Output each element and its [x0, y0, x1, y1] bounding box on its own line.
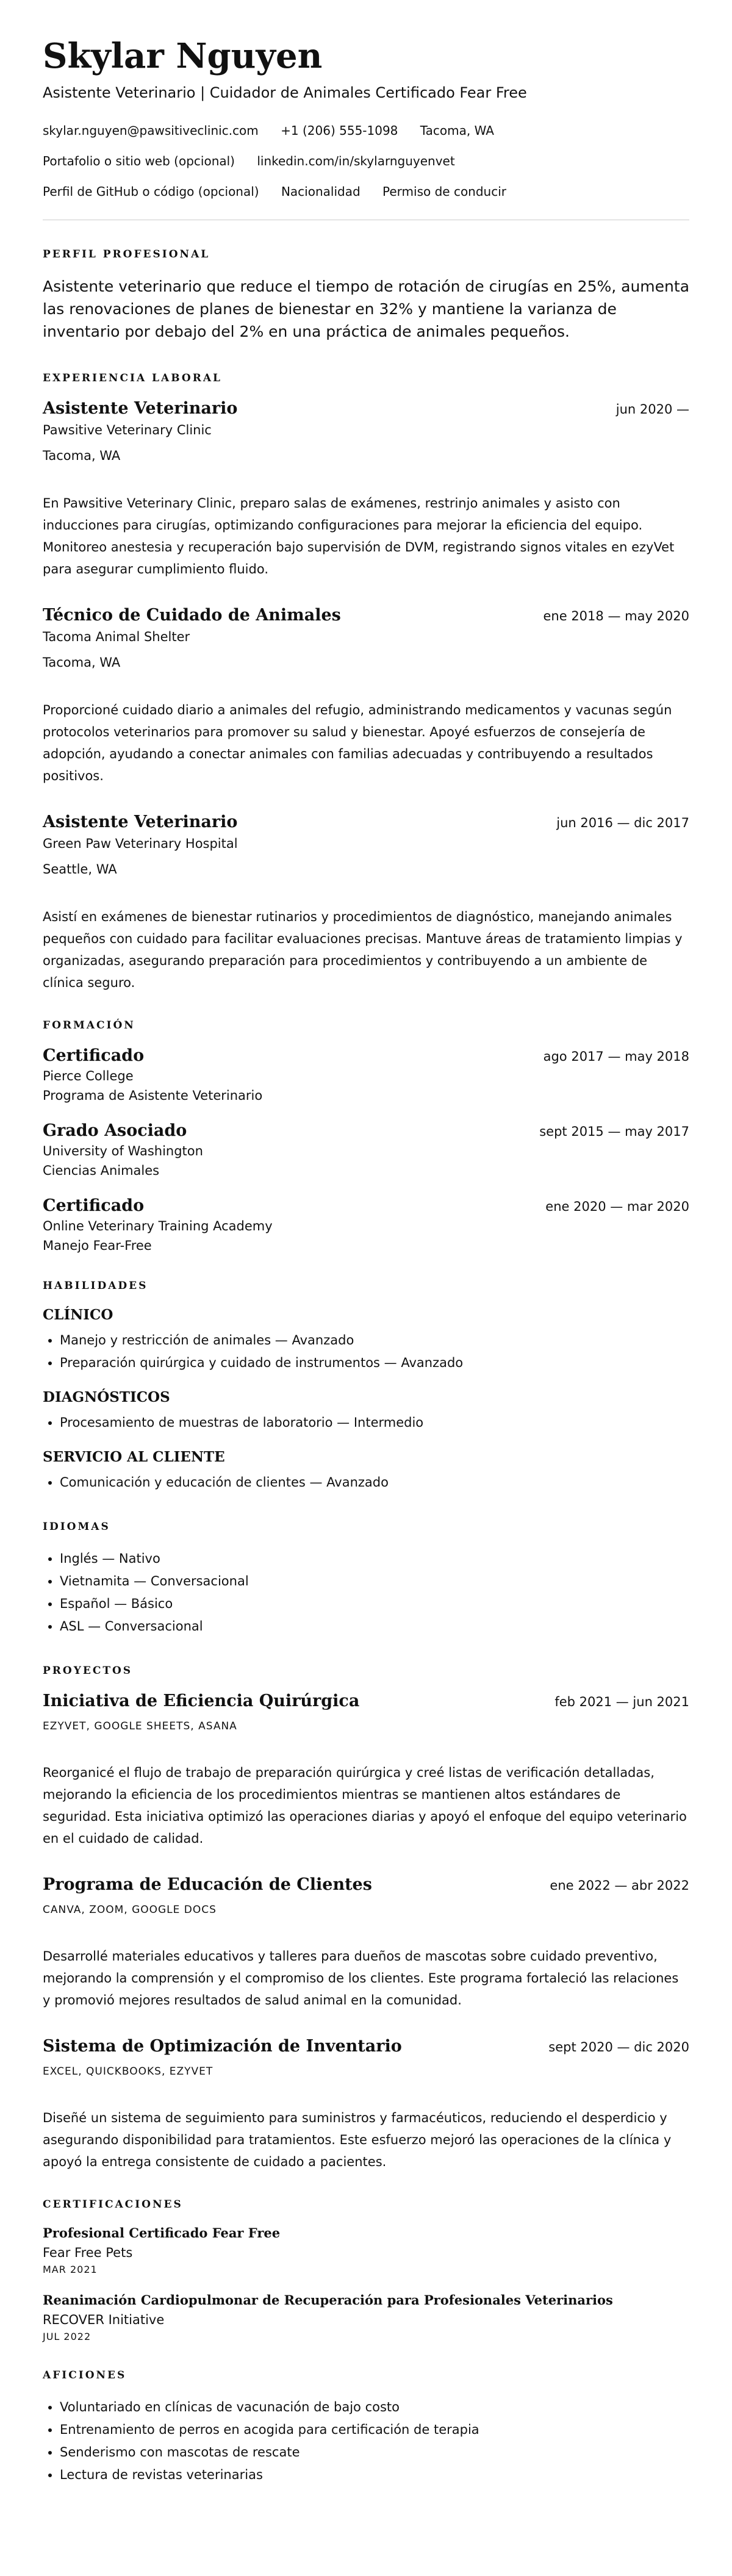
skill-list [43, 1329, 689, 1374]
project-entry [43, 1875, 689, 2011]
certification-date: JUL 2022 [43, 2331, 92, 2342]
project-dates: ene 2022 — abr 2022 [550, 1878, 689, 1893]
hobby-item: • Voluntariado en clínicas de vacunación de bajo costo [60, 2396, 689, 2419]
nationality: Nacionalidad [281, 184, 361, 199]
field-of-study: Programa de Asistente Veterinario [43, 1088, 263, 1103]
skills-heading: HABILIDADES [43, 1280, 148, 1292]
hobbies-heading: AFICIONES [43, 2369, 127, 2381]
project-entry [43, 2037, 689, 2173]
certifications-heading: CERTIFICACIONES [43, 2198, 183, 2211]
job-location: Tacoma, WA [43, 448, 121, 463]
summary-text: Asistente veterinario que reduce el tiempo de rotación de cirugías en 25%, aumenta las renovaciones de planes de bienestar en 32% y mantiene la varianza de inventario por debajo del 2% en una práctica de animales pequeños. [43, 278, 690, 340]
job-location: Seattle, WA [43, 862, 117, 877]
hobby-item: • Lectura de revistas veterinarias [60, 2464, 689, 2486]
email[interactable]: skylar.nguyen@pawsitiveclinic.com [43, 123, 259, 138]
education-dates: ene 2020 — mar 2020 [545, 1199, 689, 1214]
degree: Certificado [43, 1196, 145, 1215]
language-item: • ASL — Conversacional [60, 1615, 689, 1638]
certification-org: RECOVER Initiative [43, 2312, 165, 2327]
job-location: Tacoma, WA [43, 655, 121, 670]
project-title: Sistema de Optimización de Inventario [43, 2037, 402, 2056]
skill-list [43, 1471, 689, 1494]
project-dates: feb 2021 — jun 2021 [554, 1695, 689, 1709]
certification-entry [43, 2292, 689, 2342]
projects-heading: PROYECTOS [43, 1665, 133, 1677]
skill-category: DIAGNÓSTICOS [43, 1389, 170, 1405]
language-item: • Inglés — Nativo [60, 1548, 689, 1570]
certification-title: Profesional Certificado Fear Free [43, 2225, 281, 2241]
skill-item: • Manejo y restricción de animales — Avanzado [60, 1329, 689, 1352]
school: Pierce College [43, 1069, 134, 1083]
language-item: • Vietnamita — Conversacional [60, 1570, 689, 1593]
degree: Grado Asociado [43, 1121, 187, 1140]
hobby-list [43, 2396, 689, 2486]
field-of-study: Manejo Fear-Free [43, 1238, 152, 1253]
job-org: Pawsitive Veterinary Clinic [43, 423, 212, 437]
project-title: Iniciativa de Eficiencia Quirúrgica [43, 1692, 360, 1710]
job-title: Asistente Veterinario [43, 813, 238, 831]
job-description: Proporcioné cuidado diario a animales del refugio, administrando medicamentos y vacunas según protocolos veterinarios para promover su salud y bienestar. Apoyé esfuerzos de consejería de adopción, ayudando a conectar animales con familias adecuadas y contribuyendo a resultados positivos. [43, 703, 672, 783]
driver-license: Permiso de conducir [382, 184, 507, 199]
contact-row-3 [43, 184, 689, 199]
school: University of Washington [43, 1144, 203, 1158]
candidate-name: Skylar Nguyen [43, 36, 323, 76]
skill-item: • Procesamiento de muestras de laboratorio — Intermedio [60, 1412, 689, 1434]
education-entry [43, 1046, 689, 1103]
portfolio-link[interactable]: Portafolio o sitio web (opcional) [43, 154, 235, 168]
education-dates: sept 2015 — may 2017 [539, 1124, 689, 1139]
contact-row-1 [43, 123, 689, 138]
summary-heading: PERFIL PROFESIONAL [43, 248, 210, 260]
language-list [43, 1548, 689, 1638]
hobby-item: • Entrenamiento de perros en acogida para certificación de terapia [60, 2419, 689, 2441]
linkedin-link[interactable]: linkedin.com/in/skylarnguyenvet [257, 154, 455, 168]
candidate-subtitle: Asistente Veterinario | Cuidador de Animales Certificado Fear Free [43, 84, 527, 101]
skill-category: SERVICIO AL CLIENTE [43, 1449, 225, 1465]
hobby-item: • Senderismo con mascotas de rescate [60, 2441, 689, 2464]
certification-entry [43, 2225, 689, 2275]
certification-date: MAR 2021 [43, 2264, 98, 2275]
project-description: Desarrollé materiales educativos y talleres para dueños de mascotas sobre cuidado preventivo, mejorando la comprensión y el compromiso de los clientes. Este programa fortaleció las relaciones y promovió mejores resultados de salud animal en la comunidad. [43, 1949, 679, 2007]
skill-category: CLÍNICO [43, 1307, 113, 1323]
education-entry [43, 1196, 689, 1253]
job-org: Green Paw Veterinary Hospital [43, 836, 238, 851]
project-dates: sept 2020 — dic 2020 [548, 2040, 689, 2054]
contact-row-2 [43, 154, 689, 168]
skill-item: • Comunicación y educación de clientes — Avanzado [60, 1471, 689, 1494]
field-of-study: Ciencias Animales [43, 1163, 160, 1178]
project-entry [43, 1692, 689, 1849]
experience-heading: EXPERIENCIA LABORAL [43, 372, 222, 384]
job-dates: jun 2016 — dic 2017 [556, 816, 689, 830]
skill-item: • Preparación quirúrgica y cuidado de instrumentos — Avanzado [60, 1352, 689, 1374]
job-dates: jun 2020 — [615, 402, 689, 417]
project-tech: CANVA, ZOOM, GOOGLE DOCS [43, 1904, 217, 1916]
project-description: Diseñé un sistema de seguimiento para suministros y farmacéuticos, reduciendo el desperdicio y asegurando disponibilidad para tratamientos. Este esfuerzo mejoró las operaciones de la clínica y apoyó la entrega consistente de cuidado a pacientes. [43, 2111, 672, 2169]
location: Tacoma, WA [420, 123, 494, 138]
job-dates: ene 2018 — may 2020 [543, 609, 689, 623]
languages-heading: IDIOMAS [43, 1521, 110, 1533]
skill-list [43, 1412, 689, 1434]
github-link[interactable]: Perfil de GitHub o código (opcional) [43, 184, 259, 199]
job-entry [43, 813, 689, 994]
job-title: Técnico de Cuidado de Animales [43, 606, 341, 625]
school: Online Veterinary Training Academy [43, 1219, 273, 1233]
certification-title: Reanimación Cardiopulmonar de Recuperación para Profesionales Veterinarios [43, 2292, 613, 2308]
education-entry [43, 1121, 689, 1178]
language-item: • Español — Básico [60, 1593, 689, 1615]
education-dates: ago 2017 — may 2018 [543, 1049, 689, 1064]
job-description: En Pawsitive Veterinary Clinic, preparo salas de exámenes, restrinjo animales y asisto con inducciones para cirugías, optimizando configuraciones para mejorar la eficiencia del equipo. Monitoreo anestesia y recuperación bajo supervisión de DVM, registrando signos vitales en ezyVet para asegurar cumplimiento fluido. [43, 496, 675, 576]
job-entry [43, 606, 689, 787]
education-heading: FORMACIÓN [43, 1019, 135, 1031]
degree: Certificado [43, 1046, 145, 1065]
project-tech: EZYVET, GOOGLE SHEETS, ASANA [43, 1720, 237, 1732]
project-description: Reorganicé el flujo de trabajo de preparación quirúrgica y creé listas de verificación detalladas, mejorando la eficiencia de los procedimientos mientras se mantienen altos estándares de seguridad. Esta iniciativa optimizó las operaciones diarias y apoyó el enfoque del equipo veterinario en el cuidado de calidad. [43, 1765, 687, 1846]
job-title: Asistente Veterinario [43, 399, 238, 418]
certification-org: Fear Free Pets [43, 2245, 133, 2260]
project-title: Programa de Educación de Clientes [43, 1875, 372, 1894]
job-entry [43, 399, 689, 580]
job-description: Asistí en exámenes de bienestar rutinarios y procedimientos de diagnóstico, manejando animales pequeños con cuidado para facilitar evaluaciones precisas. Mantuve áreas de tratamiento limpias y organizadas, asegurando preparación para procedimientos y contribuyendo a un ambiente de clínica seguro. [43, 909, 683, 990]
project-tech: EXCEL, QUICKBOOKS, EZYVET [43, 2065, 214, 2078]
job-org: Tacoma Animal Shelter [43, 630, 190, 644]
phone[interactable]: +1 (206) 555-1098 [281, 123, 398, 138]
